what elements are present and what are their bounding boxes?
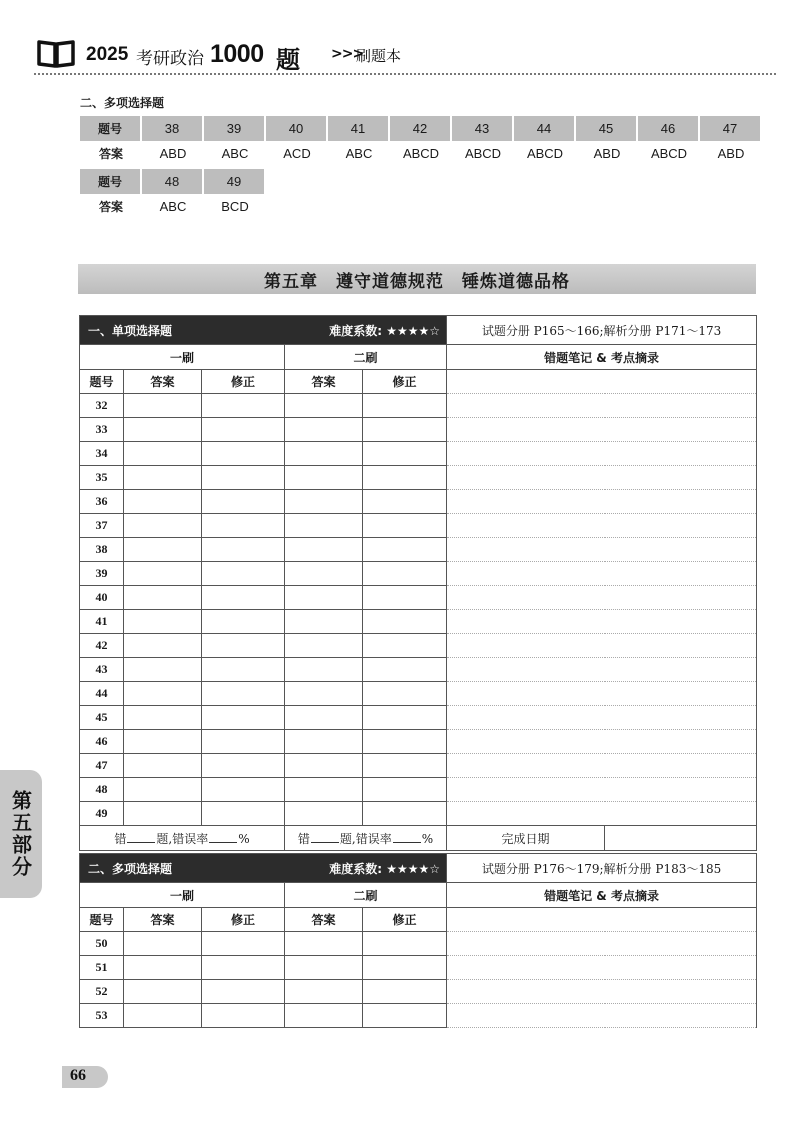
answer-value: BCD	[221, 199, 249, 214]
first-fix-cell[interactable]	[202, 932, 285, 956]
done-date-label: 完成日期	[447, 826, 605, 851]
first-answer-cell[interactable]	[124, 562, 202, 586]
notes-header: 错题笔记 & 考点摘录	[447, 345, 757, 370]
question-number: 53	[80, 1004, 124, 1028]
question-row	[80, 466, 757, 490]
first-fix-cell[interactable]	[202, 514, 285, 538]
second-fix-cell[interactable]	[363, 1004, 447, 1028]
section2-question-rows	[80, 932, 757, 1028]
first-answer-cell[interactable]	[124, 538, 202, 562]
question-row	[80, 610, 757, 634]
answer-value: ABD	[717, 146, 745, 161]
section1-difficulty: 难度系数: ★★★★☆	[285, 316, 447, 345]
section1-title: 一、单项选择题	[80, 316, 285, 345]
err-rate-blank[interactable]	[393, 842, 421, 843]
question-number: 39	[80, 562, 124, 586]
first-answer-cell[interactable]	[124, 980, 202, 1004]
question-number: 50	[80, 932, 124, 956]
single-choice-sheet	[79, 315, 757, 851]
question-number: 43	[80, 658, 124, 682]
question-row	[80, 706, 757, 730]
second-fix-cell[interactable]	[363, 980, 447, 1004]
col-answer: 答案	[124, 370, 202, 394]
second-fix-cell[interactable]	[363, 706, 447, 730]
second-answer-cell[interactable]	[285, 980, 363, 1004]
header-subject: 考研政治	[136, 49, 204, 69]
second-answer-cell[interactable]	[285, 610, 363, 634]
second-answer-cell[interactable]	[285, 538, 363, 562]
first-fix-cell[interactable]	[202, 466, 285, 490]
question-number: 44	[80, 682, 124, 706]
err-label-c: %	[421, 831, 434, 846]
first-answer-cell[interactable]	[124, 418, 202, 442]
question-row	[80, 1004, 757, 1028]
question-number: 42	[80, 634, 124, 658]
answer-value: ABD	[159, 146, 187, 161]
first-answer-cell[interactable]	[124, 442, 202, 466]
first-fix-cell[interactable]	[202, 1004, 285, 1028]
notes-cell[interactable]	[447, 802, 757, 826]
err-label-b: 题,错误率	[339, 831, 392, 846]
first-answer-cell[interactable]	[124, 932, 202, 956]
first-fix-cell[interactable]	[202, 730, 285, 754]
done-date-field[interactable]	[605, 826, 757, 851]
notes-cell[interactable]	[447, 706, 757, 730]
answer-number: 44	[514, 116, 576, 141]
second-answer-cell[interactable]	[285, 706, 363, 730]
second-answer-cell[interactable]	[285, 802, 363, 826]
err-label-b: 题,错误率	[156, 831, 209, 846]
second-answer-cell[interactable]	[285, 394, 363, 418]
page-header	[34, 38, 774, 74]
notes-cell	[447, 370, 757, 394]
answer-number: 40	[266, 116, 328, 141]
first-answer-cell[interactable]	[124, 394, 202, 418]
question-row	[80, 932, 757, 956]
question-row	[80, 514, 757, 538]
notes-cell[interactable]	[447, 490, 757, 514]
first-answer-cell[interactable]	[124, 754, 202, 778]
question-row	[80, 490, 757, 514]
first-answer-cell[interactable]	[124, 802, 202, 826]
first-brush-error-summary	[80, 826, 285, 851]
question-number: 32	[80, 394, 124, 418]
notes-cell[interactable]	[447, 956, 757, 980]
first-answer-cell[interactable]	[124, 956, 202, 980]
first-fix-cell[interactable]	[202, 442, 285, 466]
notes-cell[interactable]	[447, 466, 757, 490]
first-fix-cell[interactable]	[202, 586, 285, 610]
answer-grid-row1	[80, 116, 762, 166]
answer-number: 45	[576, 116, 638, 141]
second-answer-cell[interactable]	[285, 778, 363, 802]
col-answer-2: 答案	[285, 908, 363, 932]
second-fix-cell[interactable]	[363, 442, 447, 466]
header-book-name: 刷题本	[356, 47, 402, 65]
first-fix-cell[interactable]	[202, 658, 285, 682]
err-label-c: %	[238, 831, 250, 846]
second-answer-cell[interactable]	[285, 586, 363, 610]
second-answer-cell[interactable]	[285, 730, 363, 754]
first-fix-cell[interactable]	[202, 634, 285, 658]
question-row	[80, 754, 757, 778]
notes-cell[interactable]	[447, 1004, 757, 1028]
question-number: 37	[80, 514, 124, 538]
first-fix-cell[interactable]	[202, 490, 285, 514]
first-fix-cell[interactable]	[202, 562, 285, 586]
second-fix-cell[interactable]	[363, 514, 447, 538]
err-rate-blank[interactable]	[209, 842, 237, 843]
answer-value: ABCD	[464, 146, 502, 161]
answer-number: 46	[638, 116, 700, 141]
answer-number: 49	[204, 169, 266, 194]
answer-value: ACD	[283, 146, 311, 161]
second-answer-cell[interactable]	[285, 956, 363, 980]
header-arrows: >>>	[331, 46, 364, 62]
header-number: 1000	[210, 40, 264, 68]
question-number: 41	[80, 610, 124, 634]
notes-cell[interactable]	[447, 610, 757, 634]
second-fix-cell[interactable]	[363, 466, 447, 490]
first-answer-cell[interactable]	[124, 490, 202, 514]
second-fix-cell[interactable]	[363, 802, 447, 826]
first-fix-cell[interactable]	[202, 956, 285, 980]
second-fix-cell[interactable]	[363, 956, 447, 980]
second-answer-cell[interactable]	[285, 490, 363, 514]
question-row	[80, 980, 757, 1004]
multi-choice-sheet	[79, 853, 757, 1028]
second-answer-cell[interactable]	[285, 1004, 363, 1028]
chapter-banner	[78, 264, 756, 294]
second-fix-cell[interactable]	[363, 634, 447, 658]
question-row	[80, 682, 757, 706]
answer-number: 41	[328, 116, 390, 141]
answer-number: 42	[390, 116, 452, 141]
second-answer-cell[interactable]	[285, 562, 363, 586]
col-fix: 修正	[202, 370, 285, 394]
second-fix-cell[interactable]	[363, 538, 447, 562]
question-number: 46	[80, 730, 124, 754]
header-divider	[34, 73, 776, 75]
answer-number: 43	[452, 116, 514, 141]
first-fix-cell[interactable]	[202, 802, 285, 826]
notes-cell[interactable]	[447, 682, 757, 706]
first-answer-cell[interactable]	[124, 730, 202, 754]
col-question-number: 题号	[80, 370, 124, 394]
answer-value-row	[80, 194, 266, 219]
question-number: 34	[80, 442, 124, 466]
first-fix-cell[interactable]	[202, 778, 285, 802]
col-answer-2: 答案	[285, 370, 363, 394]
question-row	[80, 730, 757, 754]
answer-value: ABC	[159, 199, 187, 214]
question-number: 38	[80, 538, 124, 562]
first-brush-header: 一刷	[80, 345, 285, 370]
err-count-blank[interactable]	[127, 842, 155, 843]
answer-grid-row2	[80, 169, 266, 219]
second-fix-cell[interactable]	[363, 586, 447, 610]
second-fix-cell[interactable]	[363, 778, 447, 802]
section1-refs: 试题分册 P165～166;解析分册 P171～173	[447, 316, 757, 345]
question-row	[80, 802, 757, 826]
first-answer-cell[interactable]	[124, 1004, 202, 1028]
first-fix-cell[interactable]	[202, 706, 285, 730]
err-label-a: 错	[114, 831, 127, 846]
answer-value: ABC	[345, 146, 373, 161]
section1-question-rows	[80, 394, 757, 826]
notes-cell[interactable]	[447, 514, 757, 538]
question-number: 49	[80, 802, 124, 826]
question-number: 40	[80, 586, 124, 610]
first-answer-cell[interactable]	[124, 466, 202, 490]
mc-answers-title: 二、多项选择题	[80, 96, 165, 110]
question-row	[80, 586, 757, 610]
question-number: 48	[80, 778, 124, 802]
answer-value: ABCD	[526, 146, 564, 161]
section2-refs: 试题分册 P176～179;解析分册 P183～185	[447, 854, 757, 883]
answer-label: 答案	[98, 200, 123, 214]
answer-number: 38	[142, 116, 204, 141]
first-answer-cell[interactable]	[124, 514, 202, 538]
answer-value: ABCD	[650, 146, 688, 161]
question-row	[80, 394, 757, 418]
col-fix: 修正	[202, 908, 285, 932]
notes-cell[interactable]	[447, 538, 757, 562]
notes-cell[interactable]	[447, 442, 757, 466]
question-row	[80, 442, 757, 466]
answer-number: 39	[204, 116, 266, 141]
notes-cell[interactable]	[447, 932, 757, 956]
first-fix-cell[interactable]	[202, 538, 285, 562]
answer-value: ABD	[593, 146, 621, 161]
first-answer-cell[interactable]	[124, 778, 202, 802]
second-fix-cell[interactable]	[363, 682, 447, 706]
first-fix-cell[interactable]	[202, 610, 285, 634]
second-answer-cell[interactable]	[285, 442, 363, 466]
first-answer-cell[interactable]	[124, 682, 202, 706]
col-fix-2: 修正	[363, 370, 447, 394]
header-ti: 题	[276, 46, 300, 74]
chapter-title: 第五章 遵守道德规范 锤炼道德品格	[264, 271, 570, 292]
question-row	[80, 658, 757, 682]
notes-cell[interactable]	[447, 778, 757, 802]
answer-number: 48	[142, 169, 204, 194]
question-number: 51	[80, 956, 124, 980]
second-fix-cell[interactable]	[363, 394, 447, 418]
answer-value: ABCD	[402, 146, 440, 161]
notes-cell[interactable]	[447, 586, 757, 610]
err-count-blank[interactable]	[311, 842, 339, 843]
notes-cell[interactable]	[447, 418, 757, 442]
second-answer-cell[interactable]	[285, 418, 363, 442]
first-fix-cell[interactable]	[202, 394, 285, 418]
question-row	[80, 634, 757, 658]
notes-cell[interactable]	[447, 754, 757, 778]
notes-cell[interactable]	[447, 658, 757, 682]
question-number: 52	[80, 980, 124, 1004]
second-fix-cell[interactable]	[363, 730, 447, 754]
answer-value-row	[80, 141, 762, 166]
second-fix-cell[interactable]	[363, 490, 447, 514]
second-fix-cell[interactable]	[363, 418, 447, 442]
question-number: 36	[80, 490, 124, 514]
second-fix-cell[interactable]	[363, 754, 447, 778]
question-number: 35	[80, 466, 124, 490]
second-answer-cell[interactable]	[285, 682, 363, 706]
second-answer-cell[interactable]	[285, 658, 363, 682]
first-answer-cell[interactable]	[124, 634, 202, 658]
second-fix-cell[interactable]	[363, 562, 447, 586]
first-fix-cell[interactable]	[202, 418, 285, 442]
first-fix-cell[interactable]	[202, 754, 285, 778]
question-row	[80, 956, 757, 980]
notes-header: 错题笔记 & 考点摘录	[447, 883, 757, 908]
second-answer-cell[interactable]	[285, 514, 363, 538]
notes-cell[interactable]	[447, 562, 757, 586]
second-fix-cell[interactable]	[363, 610, 447, 634]
first-answer-cell[interactable]	[124, 610, 202, 634]
question-row	[80, 418, 757, 442]
header-year: 2025	[86, 44, 129, 65]
second-answer-cell[interactable]	[285, 466, 363, 490]
second-answer-cell[interactable]	[285, 932, 363, 956]
first-fix-cell[interactable]	[202, 980, 285, 1004]
question-number: 33	[80, 418, 124, 442]
first-fix-cell[interactable]	[202, 682, 285, 706]
notes-cell	[447, 908, 757, 932]
open-book-icon	[36, 38, 76, 68]
col-answer: 答案	[124, 908, 202, 932]
second-brush-error-summary	[285, 826, 447, 851]
part-side-tab	[0, 770, 42, 898]
answer-value: ABC	[221, 146, 249, 161]
second-answer-cell[interactable]	[285, 754, 363, 778]
section2-title: 二、多项选择题	[80, 854, 285, 883]
second-fix-cell[interactable]	[363, 658, 447, 682]
first-answer-cell[interactable]	[124, 658, 202, 682]
answer-label: 答案	[98, 147, 123, 161]
question-number: 45	[80, 706, 124, 730]
second-brush-header: 二刷	[285, 883, 447, 908]
second-brush-header: 二刷	[285, 345, 447, 370]
question-row	[80, 562, 757, 586]
answer-number: 47	[700, 116, 762, 141]
notes-cell[interactable]	[447, 730, 757, 754]
notes-cell[interactable]	[447, 634, 757, 658]
first-brush-header: 一刷	[80, 883, 285, 908]
question-row	[80, 778, 757, 802]
col-fix-2: 修正	[363, 908, 447, 932]
number-label: 题号	[80, 169, 142, 194]
question-number: 47	[80, 754, 124, 778]
err-label-a: 错	[297, 831, 310, 846]
side-tab-label: 第五部分	[8, 790, 33, 878]
first-answer-cell[interactable]	[124, 586, 202, 610]
second-answer-cell[interactable]	[285, 634, 363, 658]
notes-cell[interactable]	[447, 394, 757, 418]
col-question-number: 题号	[80, 908, 124, 932]
number-label: 题号	[80, 116, 142, 141]
page-number: 66	[70, 1067, 86, 1084]
question-row	[80, 538, 757, 562]
second-fix-cell[interactable]	[363, 932, 447, 956]
section2-difficulty: 难度系数: ★★★★☆	[285, 854, 447, 883]
first-answer-cell[interactable]	[124, 706, 202, 730]
notes-cell[interactable]	[447, 980, 757, 1004]
answer-number-row	[80, 116, 762, 141]
answer-number-row	[80, 169, 266, 194]
